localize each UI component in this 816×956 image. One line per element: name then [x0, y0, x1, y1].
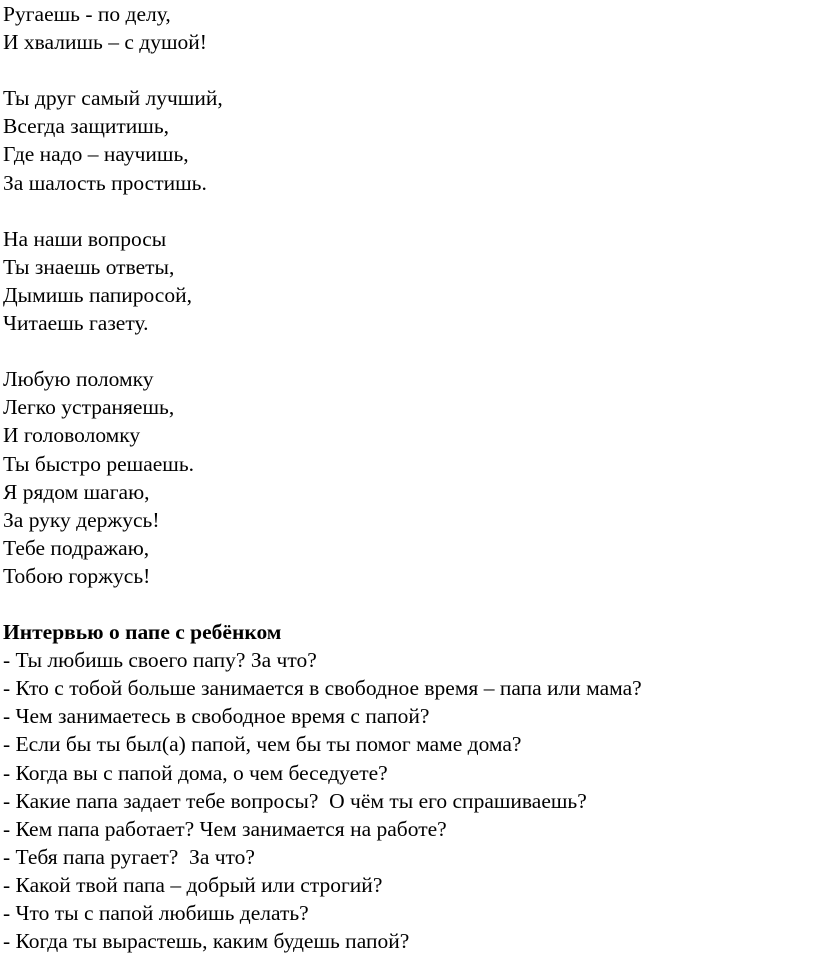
- interview-question: - Чем занимаетесь в свободное время с папой?: [3, 704, 430, 729]
- interview-question: - Какие папа задает тебе вопросы? О чём ты его спрашиваешь?: [3, 788, 587, 813]
- interview-title: Интервью о папе с ребёнком: [3, 620, 282, 645]
- interview-question: - Когда ты вырастешь, каким будешь папой?: [3, 929, 410, 954]
- interview-question: - Что ты с папой любишь делать?: [3, 901, 309, 925]
- poem-line: За руку держусь!: [3, 507, 160, 532]
- poem-stanza-4: [3, 365, 813, 590]
- interview-question: - Какой твой папа – добрый или строгий?: [3, 872, 383, 897]
- poem-line: И хвалишь – с душой!: [3, 30, 207, 55]
- poem-line: Всегда защитишь,: [3, 114, 170, 139]
- poem-stanza-3: [3, 225, 813, 337]
- interview-question: - Кто с тобой больше занимается в свободное время – папа или мама?: [3, 676, 642, 701]
- poem-line: Где надо – научишь,: [3, 142, 189, 167]
- poem-line: Ты быстро решаешь.: [3, 451, 195, 476]
- poem-line: Ты знаешь ответы,: [3, 254, 175, 279]
- interview-question: - Когда вы с папой дома, о чем беседуете?: [3, 760, 388, 785]
- poem-line: На наши вопросы: [3, 226, 167, 251]
- interview-section: [3, 618, 813, 955]
- poem-stanza-1: [3, 0, 813, 56]
- poem-line: Тебе подражаю,: [3, 535, 150, 560]
- poem-line: Любую поломку: [3, 367, 154, 392]
- poem-line: И головоломку: [3, 423, 141, 448]
- document-page: [3, 0, 813, 955]
- poem-line: За шалость простишь.: [3, 170, 207, 195]
- interview-question-list: [3, 646, 813, 955]
- poem-line: Легко устраняешь,: [3, 395, 175, 420]
- interview-question: - Ты любишь своего папу? За что?: [3, 648, 317, 673]
- interview-question: - Кем папа работает? Чем занимается на работе?: [3, 816, 447, 841]
- poem-line: Ругаешь - по делу,: [3, 2, 171, 26]
- poem-stanza-2: [3, 84, 813, 196]
- poem-line: Дымишь папиросой,: [3, 282, 192, 307]
- interview-question: - Тебя папа ругает? За что?: [3, 844, 255, 869]
- interview-question: - Если бы ты был(а) папой, чем бы ты помог маме дома?: [3, 732, 522, 757]
- poem-line: Тобою горжусь!: [3, 563, 151, 588]
- poem-line: Я рядом шагаю,: [3, 479, 150, 504]
- poem-line: Ты друг самый лучший,: [3, 86, 223, 111]
- poem-line: Читаешь газету.: [3, 311, 149, 336]
